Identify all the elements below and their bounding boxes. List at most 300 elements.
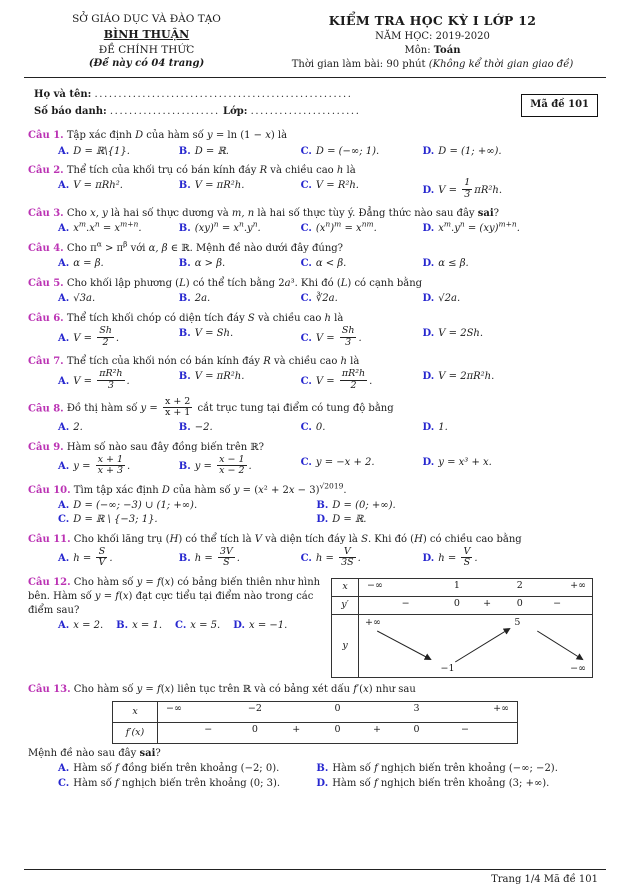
question-followup	[28, 747, 602, 761]
question-label: Câu 7.	[28, 355, 64, 367]
option-letter: A.	[58, 375, 70, 387]
numerator: Sh	[99, 324, 112, 336]
numerator: πR²h	[341, 367, 366, 379]
numerator: x − 1	[219, 453, 245, 465]
sign-value: 0	[413, 724, 420, 736]
options	[28, 292, 602, 306]
denominator: x + 3	[97, 465, 124, 477]
question-body: Thể tích của khối trụ có bán kính đáy R và chiều cao h là	[66, 165, 356, 177]
numerator: x + 2	[164, 395, 191, 407]
time-line	[265, 58, 600, 72]
option-B	[179, 327, 301, 349]
table-value: 1	[453, 579, 460, 591]
fraction	[461, 547, 472, 569]
subject-line	[265, 44, 600, 58]
italic-run: x	[122, 590, 129, 602]
option-D	[422, 179, 602, 201]
option-C	[301, 292, 423, 306]
id-blank: .......................	[109, 105, 220, 117]
page-footer	[28, 868, 602, 887]
numerator: x + 1	[97, 453, 124, 465]
option-body: Hàm số f nghịch biến trên khoảng (3; +∞).	[332, 777, 550, 789]
italic-run: x	[258, 484, 264, 496]
italic-run: x	[164, 684, 171, 695]
italic-run: R	[259, 165, 268, 177]
option-body: x = −1.	[249, 620, 288, 632]
option-B	[178, 545, 301, 570]
denominator: S	[463, 557, 471, 569]
superscript: n	[325, 219, 331, 229]
options	[28, 453, 602, 478]
sign-value: 0	[453, 597, 460, 609]
question-label: Câu 13.	[28, 684, 71, 695]
question-7	[28, 355, 602, 392]
option-body: $x^m.y^n = (xy)^{m+n}$.	[438, 219, 520, 235]
option-letter: B.	[178, 461, 191, 473]
sign-value: 0	[251, 724, 258, 736]
option-A	[58, 292, 179, 306]
denominator: S	[223, 557, 230, 569]
option-D	[422, 456, 602, 478]
numerator: V	[463, 545, 471, 557]
italic-run: m, n	[231, 208, 255, 220]
question-statement	[28, 355, 602, 369]
option-letter: C.	[175, 620, 187, 632]
province-name: BÌNH THUẬN	[103, 27, 190, 41]
question-body: Cho hàm số y = f(x) liên tục trên ℝ và có bảng xét dấu f′(x) như sau	[73, 684, 416, 695]
question-statement	[28, 683, 602, 697]
question-label: Câu 10.	[28, 484, 71, 496]
option-A	[58, 453, 179, 478]
bbt-yprime-row	[332, 596, 592, 614]
denominator: V	[98, 557, 106, 569]
time-note: (Không kể thời gian giao đề)	[428, 59, 574, 71]
y-minimum: −1	[440, 663, 455, 675]
table-value: 2	[516, 579, 523, 591]
fraction	[217, 455, 246, 477]
option-B	[116, 619, 162, 633]
page-number: Trang 1/4 Mã đề 101	[491, 873, 598, 885]
option-B	[179, 179, 301, 201]
sign-value: 0	[516, 597, 523, 609]
option-body: D = (1; +∞).	[438, 145, 502, 157]
option-body: x = 5.	[190, 620, 221, 632]
option-letter: C.	[300, 332, 312, 344]
question-body: Cho hàm số y = f(x) có bảng biến thiên như hình bên. Hàm số y = f(x) đạt cực tiểu tại điểm nào trong các điểm sau?	[28, 576, 321, 616]
option-body: α = β.	[73, 258, 104, 270]
exam-title: KIỂM TRA HỌC KỲ I LỚP 12	[328, 13, 537, 28]
option-B	[179, 370, 301, 392]
option-letter: D.	[422, 145, 435, 157]
option-A	[58, 219, 179, 236]
option-letter: C.	[58, 513, 70, 525]
id-label: Số báo danh:	[34, 105, 107, 117]
italic-run: y	[94, 590, 101, 602]
option-letter: B.	[316, 763, 329, 775]
option-body: V = 2πR²h.	[438, 370, 495, 382]
option-D	[316, 777, 602, 791]
option-body: V = $\frac{Sh}{3}$ .	[315, 324, 362, 348]
option-letter: D.	[422, 456, 435, 468]
numerator: S	[96, 547, 107, 559]
option-letter: A.	[58, 421, 70, 433]
question-label: Câu 3.	[28, 208, 64, 220]
subject-label: Môn:	[404, 44, 434, 56]
numerator: πR²h	[99, 367, 123, 379]
superscript: nm	[361, 219, 374, 229]
option-letter: A.	[58, 293, 70, 305]
table-value: +∞	[570, 579, 586, 591]
bbt-x-label: x	[332, 579, 359, 596]
option-D	[233, 619, 287, 633]
option-B	[179, 145, 301, 159]
italic-run: f	[115, 763, 119, 775]
italic-run: f	[373, 777, 378, 789]
sign-x-label: x	[113, 702, 158, 722]
questions	[28, 123, 602, 868]
options	[28, 324, 602, 349]
question-2	[28, 164, 602, 201]
table-value: −2	[247, 703, 262, 715]
question-13	[28, 683, 602, 791]
option-D	[422, 327, 602, 349]
option-D	[422, 421, 602, 435]
option-letter: D.	[422, 421, 435, 433]
superscript: m	[443, 219, 452, 229]
option-letter: A.	[58, 499, 70, 511]
option-body: V = Sh.	[194, 327, 234, 339]
option-body: V = $\frac{1}{3}$ πR²h.	[438, 177, 502, 200]
option-letter: C.	[300, 456, 312, 468]
superscript: n	[252, 219, 258, 229]
table-value: 0	[334, 703, 341, 715]
sign-value: +	[373, 724, 381, 736]
italic-run: V	[254, 533, 262, 545]
sign-table	[112, 701, 518, 744]
question-12	[28, 576, 602, 678]
option-letter: A.	[58, 763, 70, 775]
question-statement	[28, 129, 602, 143]
option-A	[58, 421, 179, 435]
option-B	[178, 219, 301, 236]
numerator: Sh	[341, 324, 355, 336]
denominator: 3	[107, 379, 114, 391]
option-body: x = 1.	[132, 620, 163, 632]
option-body: Hàm số f nghịch biến trên khoảng (0; 3).	[73, 777, 281, 789]
italic-run: y	[140, 403, 147, 415]
option-letter: A.	[58, 180, 70, 192]
italic-run: D	[161, 484, 170, 496]
name-label: Họ và tên:	[34, 89, 92, 101]
superscript: √2019	[319, 481, 344, 491]
question-statement	[28, 312, 602, 326]
denominator: x + 1	[164, 407, 191, 419]
options	[28, 257, 602, 271]
option-A	[58, 179, 179, 201]
option-A	[58, 619, 103, 633]
options	[28, 762, 602, 790]
options	[28, 545, 602, 570]
option-body: √2a.	[438, 293, 461, 305]
italic-run: f	[156, 684, 161, 695]
class-blank: .......................	[250, 105, 361, 117]
option-letter: B.	[178, 145, 191, 157]
question-label: Câu 4.	[28, 243, 64, 254]
option-letter: A.	[58, 461, 70, 473]
option-D	[422, 145, 602, 159]
fraction	[218, 547, 235, 569]
superscript: β	[123, 239, 128, 249]
superscript: m	[78, 219, 87, 229]
question-5	[28, 277, 602, 306]
option-letter: C.	[300, 553, 312, 565]
italic-run: R	[263, 355, 271, 367]
option-letter: A.	[58, 620, 70, 632]
y-limit-right: −∞	[570, 663, 586, 675]
option-B	[179, 421, 301, 435]
option-letter: D.	[422, 327, 435, 339]
italic-run: x	[164, 576, 171, 588]
numerator: 1	[464, 177, 471, 189]
numerator: 3V	[219, 545, 233, 557]
superscript: α	[96, 239, 102, 249]
question-3	[28, 207, 602, 236]
sign-fprime-label: f′(x)	[113, 723, 158, 743]
option-letter: C.	[300, 421, 312, 433]
option-body: ∛2a.	[315, 293, 338, 305]
option-letter: D.	[422, 185, 435, 196]
italic-run: x	[265, 130, 271, 142]
question-statement	[28, 576, 321, 619]
option-body: y = $\frac{x - 1}{x - 2}$ .	[194, 453, 252, 477]
italic-run: f	[374, 763, 378, 775]
school-year: NĂM HỌC: 2019-2020	[375, 30, 490, 42]
option-letter: D.	[422, 370, 435, 382]
denominator: 2	[350, 379, 357, 391]
italic-run: α, β	[148, 243, 168, 254]
option-body: D = ℝ \ {−3; 1}.	[73, 513, 158, 525]
option-letter: B.	[178, 258, 191, 270]
option-A	[58, 499, 316, 513]
option-body: D = (−∞; −3) ∪ (1; +∞).	[73, 499, 198, 511]
sign-value: +	[483, 597, 492, 609]
sign-value: 0	[334, 724, 341, 736]
option-letter: B.	[178, 370, 191, 382]
fraction	[97, 326, 114, 348]
option-letter: A.	[58, 332, 70, 344]
option-C	[301, 179, 423, 201]
option-A	[58, 145, 179, 159]
italic-run: x	[288, 484, 295, 496]
header	[28, 10, 602, 76]
option-letter: D.	[422, 293, 435, 305]
numerator: V	[339, 547, 356, 559]
option-letter: B.	[178, 180, 191, 192]
question-10	[28, 481, 602, 528]
fraction	[462, 178, 472, 200]
superscript: m+n	[120, 219, 139, 229]
italic-run: y	[233, 484, 240, 496]
question-6	[28, 312, 602, 349]
option-A	[58, 545, 179, 570]
sign-value: −	[460, 724, 469, 736]
option-body: Hàm số f đồng biến trên khoảng (−2; 0).	[73, 763, 280, 775]
italic-run: H	[169, 533, 179, 545]
italic-run: f	[115, 590, 119, 602]
question-statement	[28, 395, 602, 420]
italic-run: S	[247, 312, 255, 324]
fraction	[339, 547, 356, 569]
option-D	[422, 545, 602, 570]
student-id-row	[34, 104, 602, 121]
option-letter: D.	[316, 513, 329, 525]
fraction	[96, 547, 107, 569]
bbt-y-label: y	[332, 615, 359, 677]
superscript: n	[213, 219, 219, 229]
option-D	[422, 257, 602, 271]
fraction	[163, 397, 192, 419]
followup-text: Mệnh đề nào sau đây sai?	[28, 748, 161, 760]
option-B	[178, 453, 301, 478]
question-label: Câu 12.	[28, 576, 71, 588]
official-exam-label: ĐỀ CHÍNH THỨC	[98, 43, 195, 56]
question-statement	[28, 533, 602, 547]
question-statement	[28, 481, 602, 498]
question-label: Câu 1.	[28, 130, 64, 142]
option-letter: B.	[178, 421, 191, 433]
options	[28, 499, 602, 527]
denominator: 3S	[341, 557, 354, 569]
option-C	[301, 257, 423, 271]
option-A	[58, 762, 316, 776]
option-D	[316, 513, 602, 527]
question-body: Thể tích của khối nón có bán kính đáy R và chiều cao h là	[66, 355, 360, 367]
option-C	[301, 456, 423, 478]
bold-run: sai	[139, 748, 156, 760]
question-11	[28, 533, 602, 570]
table-value: 3	[413, 703, 420, 715]
option-C	[58, 513, 316, 527]
option-letter: B.	[178, 553, 191, 565]
table-value: −∞	[166, 703, 182, 715]
bold-run: sai	[477, 208, 494, 220]
denominator: 2	[102, 336, 109, 348]
question-statement	[28, 164, 602, 178]
time-text: Thời gian làm bài: 90 phút	[291, 59, 429, 71]
option-C	[300, 324, 423, 349]
bbt-x-row	[332, 579, 592, 596]
option-body: V = πR²h.	[194, 370, 245, 382]
italic-run: f	[353, 684, 357, 695]
variation-arrows	[359, 615, 592, 677]
class-label: Lớp:	[223, 105, 248, 117]
option-D	[422, 292, 602, 306]
page-count-note: (Đề này có 04 trang)	[88, 58, 205, 70]
department-name: SỞ GIÁO DỤC VÀ ĐÀO TẠO	[72, 13, 221, 25]
options	[28, 145, 602, 159]
option-C	[300, 367, 423, 392]
superscript: n	[94, 219, 100, 229]
option-C	[301, 421, 423, 435]
table-value: +∞	[493, 703, 509, 715]
superscript: m+n	[498, 219, 517, 229]
option-letter: D.	[316, 777, 329, 789]
question-label: Câu 6.	[28, 312, 64, 324]
option-body: h = $\frac{3V}{S}$ .	[194, 545, 240, 569]
question-statement	[28, 239, 602, 256]
option-letter: D.	[233, 620, 246, 632]
option-body: 2.	[73, 421, 83, 433]
exam-code-badge: Mã đề 101	[521, 94, 598, 117]
option-letter: A.	[58, 145, 70, 157]
option-body: 0.	[315, 421, 326, 433]
option-D	[422, 219, 602, 236]
option-letter: A.	[58, 223, 70, 235]
header-right	[259, 12, 600, 72]
option-body: α ≤ β.	[438, 258, 469, 270]
option-body: $(xy)^n = x^n.y^n$.	[194, 219, 261, 235]
italic-run: h	[324, 312, 331, 324]
sign-value: +	[292, 724, 301, 736]
option-body: V = R²h.	[315, 180, 359, 192]
fraction	[340, 326, 357, 348]
option-body: $(x^n)^m = x^{nm}$.	[315, 219, 377, 235]
option-body: V = $\frac{Sh}{2}$ .	[73, 324, 120, 348]
option-B	[316, 499, 602, 513]
name-blank: ......................................................	[94, 89, 353, 101]
option-letter: C.	[300, 223, 312, 235]
option-C	[58, 777, 316, 791]
option-body: D = ℝ.	[332, 513, 367, 525]
italic-run: a	[284, 277, 291, 289]
option-letter: B.	[178, 327, 191, 339]
option-B	[179, 292, 301, 306]
italic-run: y	[206, 130, 213, 142]
question-body: Cho khối lăng trụ (H) có thể tích là V và diện tích đáy là S. Khi đó (H) có chiều cao bằng	[73, 533, 522, 545]
option-body: V = πRh².	[73, 180, 123, 192]
fraction	[96, 455, 125, 477]
denominator: x − 2	[219, 465, 245, 477]
option-letter: A.	[58, 553, 70, 565]
bbt-y-row	[332, 614, 592, 677]
student-name-row	[34, 87, 602, 104]
italic-run: D	[135, 130, 144, 142]
option-body: V = πR²h.	[194, 180, 245, 192]
question-text-column	[28, 576, 321, 634]
italic-run: h	[336, 165, 344, 177]
sign-x-row	[113, 702, 517, 722]
option-body: D = (0; +∞).	[332, 499, 396, 511]
superscript: n	[239, 219, 244, 229]
option-body: −2.	[194, 421, 213, 433]
italic-run: h	[340, 355, 347, 367]
option-body: 1.	[438, 421, 448, 433]
option-body: h = $\frac{V}{3S}$ .	[315, 545, 361, 569]
question-body: Hàm số nào sau đây đồng biến trên ℝ?	[66, 441, 265, 453]
options	[28, 367, 602, 392]
sign-value: −	[401, 597, 410, 609]
italic-run: f	[156, 576, 161, 588]
sign-fprime-row	[113, 722, 517, 743]
option-letter: B.	[178, 293, 191, 305]
y-maximum: 5	[514, 616, 521, 628]
option-body: $x^m.x^n = x^{m+n}$.	[73, 219, 142, 235]
option-C	[300, 219, 423, 236]
question-label: Câu 9.	[28, 441, 64, 453]
italic-run: L	[340, 277, 348, 289]
option-A	[58, 324, 179, 349]
question-label: Câu 5.	[28, 277, 64, 289]
